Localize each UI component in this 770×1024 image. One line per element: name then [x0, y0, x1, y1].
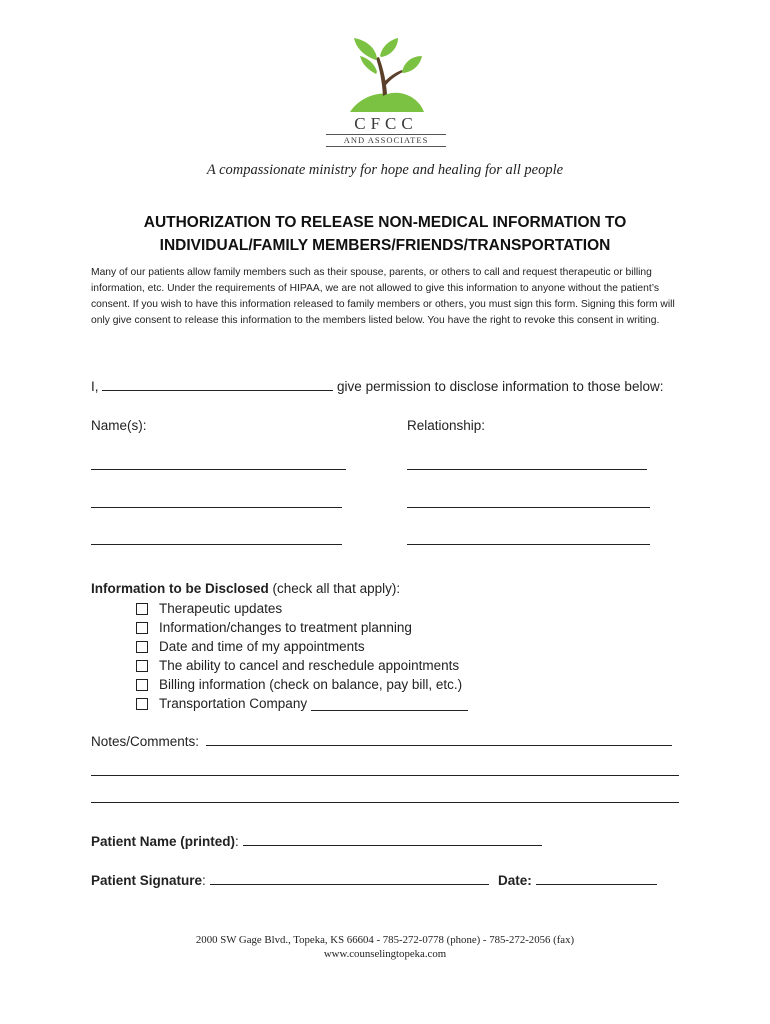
- footer-address: 2000 SW Gage Blvd., Topeka, KS 66604 - 785-272-0778 (phone) - 785-272-2056 (fax): [195, 934, 575, 946]
- relationship-field-2[interactable]: [407, 507, 650, 508]
- checkbox-label: Therapeutic updates: [159, 601, 283, 616]
- checkbox-item-cancel-reschedule[interactable]: [136, 658, 459, 673]
- intro-paragraph: Many of our patients allow family members such as their spouse, parents, or others to call and request therapeutic or billing information, etc. Under the requirements of HIPAA, we are not allowed to give this information to anyone without the patient’s consent. If you wish to have this information released to family members or others, you must sign this form. Signing this form will only give consent to release this information to the members listed below. You have the right to revoke this consent in writing.: [91, 267, 675, 326]
- checkbox-label: Transportation Company: [159, 696, 308, 711]
- logo-wordmark: CFCC: [354, 114, 418, 133]
- notes-field-1[interactable]: [206, 745, 672, 746]
- patient-signature-label: Patient Signature: [91, 873, 203, 888]
- footer-website[interactable]: www.counselingtopeka.com: [323, 948, 447, 960]
- checkbox-label: Billing information (check on balance, pay bill, etc.): [159, 677, 463, 692]
- date-field[interactable]: [536, 884, 657, 885]
- notes-field-2[interactable]: [91, 775, 679, 776]
- info-disclosed-heading: [91, 581, 400, 596]
- checkbox-label: Date and time of my appointments: [159, 639, 365, 654]
- patient-name-field[interactable]: [243, 845, 542, 846]
- checkbox-item-billing[interactable]: [136, 677, 462, 692]
- logo-subtitle: AND ASSOCIATES: [326, 134, 446, 147]
- checkbox-label: Information/changes to treatment planning: [159, 620, 412, 635]
- notes-field-3[interactable]: [91, 802, 679, 803]
- relationship-label: Relationship:: [407, 418, 486, 433]
- patient-signature-field[interactable]: [210, 884, 489, 885]
- checkbox-item-transportation[interactable]: [136, 696, 468, 711]
- grantor-name-field[interactable]: [102, 390, 333, 391]
- tagline: A compassionate ministry for hope and healing for all people: [206, 162, 564, 178]
- relationship-field-1[interactable]: [407, 469, 647, 470]
- notes-label: Notes/Comments:: [91, 734, 200, 749]
- checkbox-label: The ability to cancel and reschedule appointments: [159, 658, 460, 673]
- transportation-company-field[interactable]: [311, 697, 468, 711]
- checkbox-item-appointments[interactable]: [136, 639, 365, 654]
- date-row: [498, 873, 657, 888]
- date-label: Date:: [498, 873, 532, 888]
- permission-statement: [91, 379, 663, 394]
- name-field-1[interactable]: [91, 469, 346, 470]
- checkbox[interactable]: [136, 622, 148, 634]
- patient-signature-row: Patient Signature:: [91, 873, 489, 888]
- checkbox[interactable]: [136, 603, 148, 615]
- patient-name-row: Patient Name (printed):: [91, 834, 542, 849]
- checkbox[interactable]: [136, 660, 148, 672]
- info-heading-bold: Information to be Disclosed: [91, 581, 269, 596]
- patient-name-label: Patient Name (printed): [91, 834, 236, 849]
- notes-row: [91, 734, 672, 749]
- form-title-line-2: INDIVIDUAL/FAMILY MEMBERS/FRIENDS/TRANSPORTATION: [159, 237, 611, 254]
- checkbox-item-therapeutic[interactable]: [136, 601, 282, 616]
- permission-prefix: I,: [91, 379, 99, 394]
- checkbox[interactable]: [136, 641, 148, 653]
- permission-suffix: give permission to disclose information to those below:: [337, 379, 664, 394]
- checkbox[interactable]: [136, 698, 148, 710]
- names-label: Name(s):: [91, 418, 147, 433]
- name-field-2[interactable]: [91, 507, 342, 508]
- name-field-3[interactable]: [91, 544, 342, 545]
- relationship-field-3[interactable]: [407, 544, 650, 545]
- checkbox-item-treatment-planning[interactable]: [136, 620, 412, 635]
- footer: [0, 933, 770, 961]
- checkbox[interactable]: [136, 679, 148, 691]
- info-heading-rest: (check all that apply):: [268, 581, 401, 596]
- form-title-line-1: AUTHORIZATION TO RELEASE NON-MEDICAL INFORMATION TO: [143, 214, 627, 231]
